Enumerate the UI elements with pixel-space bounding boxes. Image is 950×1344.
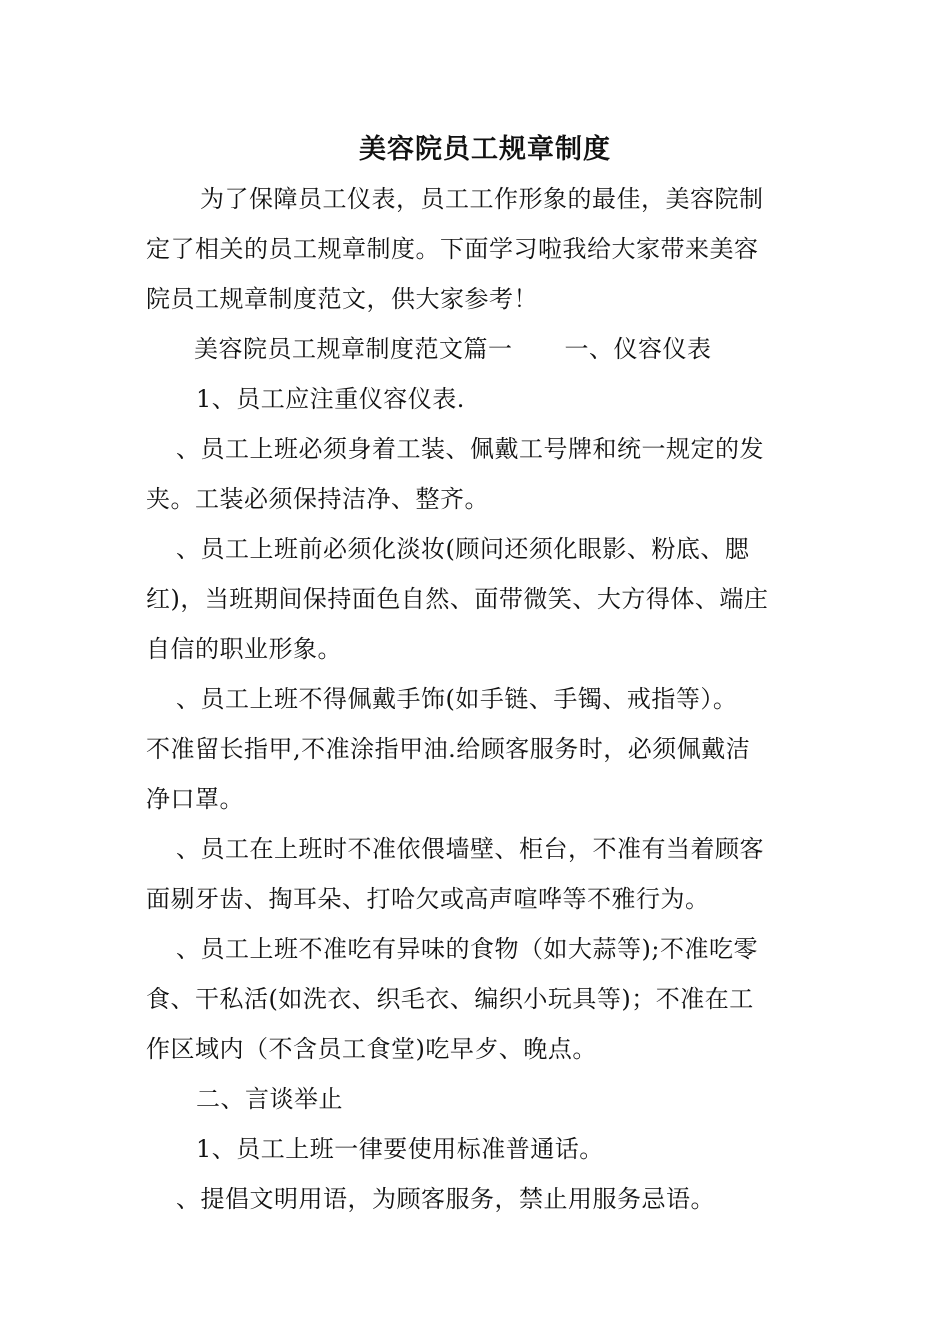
paragraph-line: 、员工上班前必须化淡妆(顾问还须化眼影、粉底、腮: [176, 535, 750, 563]
section-heading: 一、仪容仪表: [564, 335, 712, 363]
section-heading-line: [194, 329, 712, 369]
paragraph-line: 夹。工装必须保持洁净、整齐。: [146, 485, 489, 513]
paragraph-line: 为了保障员工仪表，员工工作形象的最佳，美容院制: [200, 185, 764, 213]
paragraph-line: 1、员工上班一律要使用标准普通话。: [196, 1135, 604, 1163]
paragraph-line: 净口罩。: [146, 785, 244, 813]
paragraph-line: 院员工规章制度范文，供大家参考！: [146, 285, 538, 313]
section-heading: 二、言谈举止: [196, 1085, 343, 1113]
paragraph-line: 、员工上班不准吃有异味的食物（如大蒜等);不准吃零: [176, 935, 758, 963]
paragraph-line: 、员工在上班时不准依偎墙壁、柜台，不准有当着顾客: [176, 835, 764, 863]
paragraph-line: 自信的职业形象。: [146, 635, 342, 663]
paragraph-line: 、员工上班不得佩戴手饰(如手链、手镯、戒指等）。: [176, 685, 738, 713]
paragraph-line: 红)，当班期间保持面色自然、面带微笑、大方得体、端庄: [146, 585, 769, 613]
paragraph-line: 、员工上班必须身着工装、佩戴工号牌和统一规定的发: [176, 435, 764, 463]
paragraph-line: 定了相关的员工规章制度。下面学习啦我给大家带来美容: [146, 235, 759, 263]
paragraph-line: 1、员工应注重仪容仪表.: [196, 385, 465, 413]
paragraph-line: 、提倡文明用语，为顾客服务，禁止用服务忌语。: [176, 1185, 715, 1213]
paragraph-line: 面剔牙齿、掏耳朵、打哈欠或高声喧哗等不雅行为。: [146, 885, 710, 913]
paragraph-line: 不准留长指甲,不准涂指甲油.给顾客服务时，必须佩戴洁: [146, 735, 751, 763]
paragraph-line: 作区域内（不含员工食堂)吃早歺、晚点。: [146, 1035, 597, 1063]
article-heading: 美容院员工规章制度范文篇一: [194, 335, 513, 363]
document-title: 美容院员工规章制度: [359, 134, 611, 165]
paragraph-line: 食、干私活(如洗衣、织毛衣、编织小玩具等)；不准在工: [146, 985, 754, 1013]
